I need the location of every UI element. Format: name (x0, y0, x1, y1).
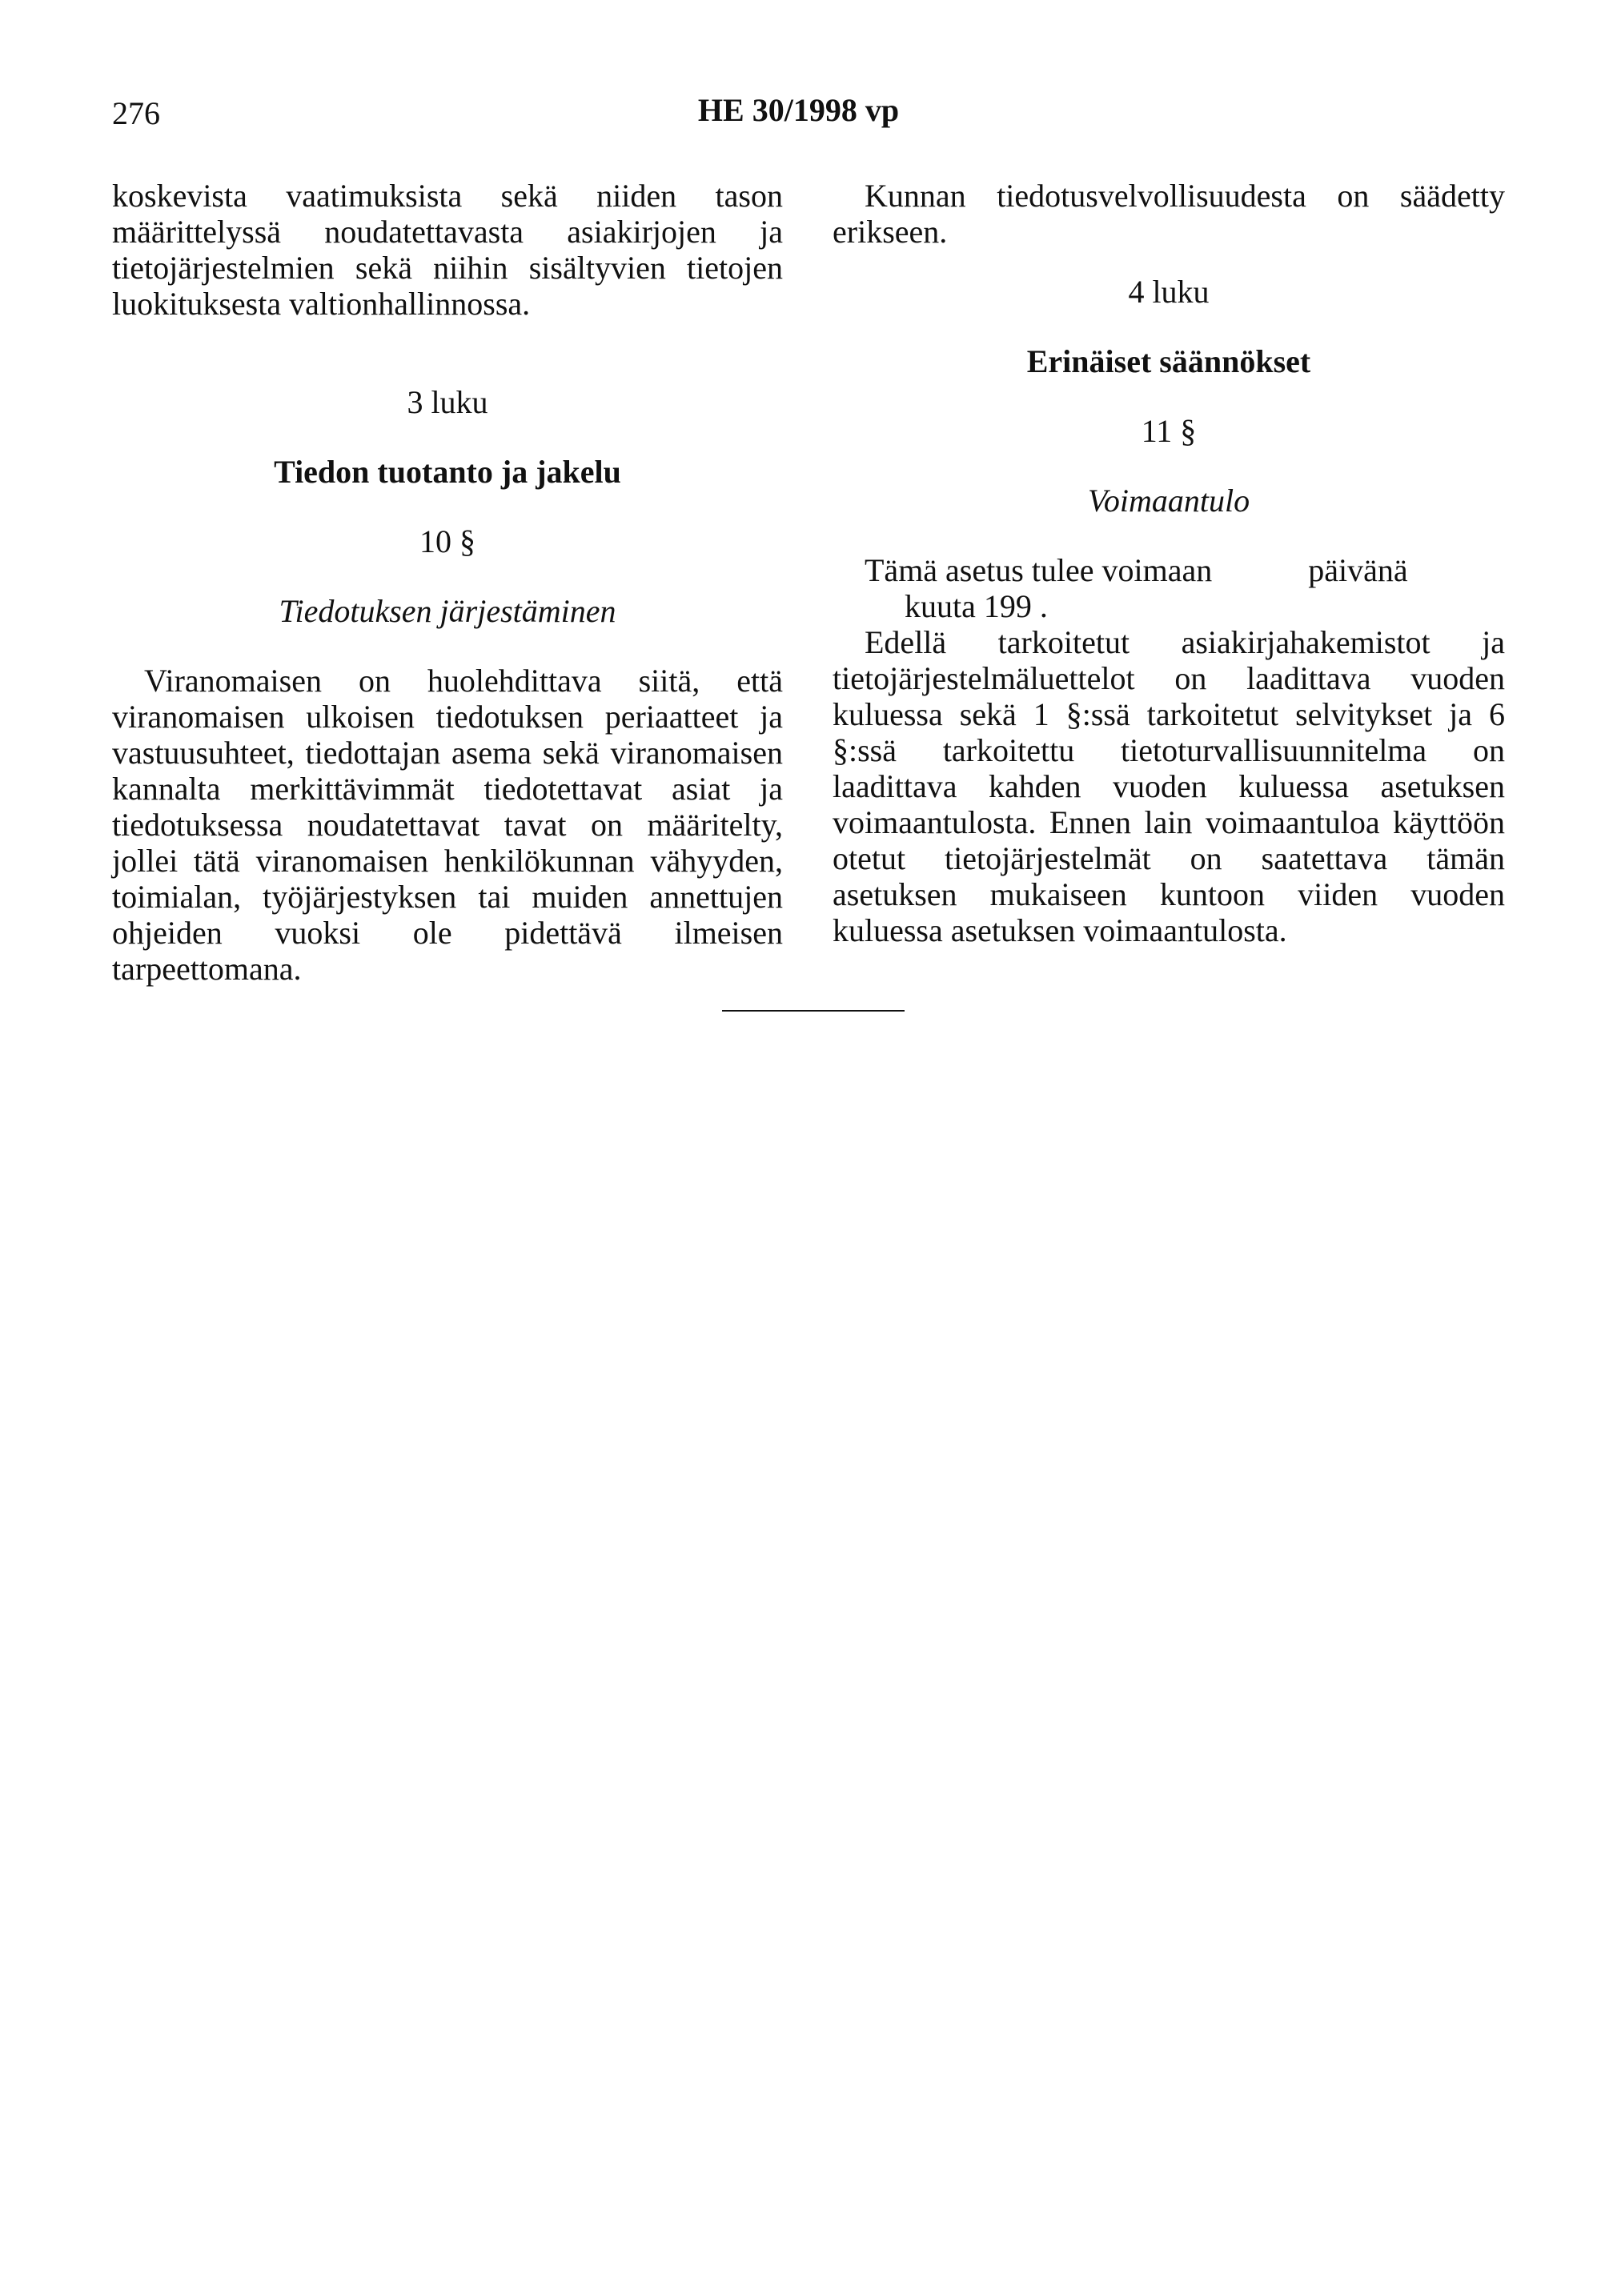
section-10-title: Tiedotuksen järjestäminen (279, 593, 616, 629)
section-10-paragraph: Viranomaisen on huolehdittava siitä, että viranomaisen ulkoisen tiedotuksen periaatteet ja vastuusuhteet, tiedottajan asema sekä viranomaisen kannalta merkittävimmät tiedotettavat asiat ja tiedotuksessa noudatettavat tavat on määritelty, jollei tätä viranomaisen henkilökunnan vähyyden, toimialan, työjärjestyksen tai muiden annettujen ohjeiden vuoksi ole pidettävä ilmeisen tarpeettomana. (112, 663, 783, 987)
chapter-3-title: Tiedon tuotanto ja jakelu (274, 454, 621, 490)
left-column (112, 178, 783, 987)
end-rule (722, 1010, 905, 1012)
effect-line-2: kuuta 199 . (905, 588, 1048, 624)
section-11-number: 11 § (1141, 413, 1197, 449)
right-continuation-paragraph: Kunnan tiedotusvelvollisuudesta on säädetty erikseen. (833, 178, 1505, 250)
section-11-title: Voimaantulo (1087, 483, 1250, 519)
effect-line-end: päivänä (1308, 552, 1408, 588)
transition-paragraph: Edellä tarkoitetut asiakirjahakemistot ja tietojärjestelmäluettelot on laadittava vuoden kuluessa sekä 1 §:ssä tarkoitetut selvitykset ja 6 §:ssä tarkoitettu tietoturvallisuunnitelma on laadittava kahden vuoden kuluessa asetuksen voimaantulosta. Ennen lain voimaantuloa käyttöön otetut tietojärjestelmät on saatettava tämän asetuksen mukaiseen kuntoon viiden vuoden kuluessa asetuksen voimaantulosta. (833, 624, 1505, 948)
chapter-3-number: 3 luku (407, 384, 488, 420)
chapter-4-number: 4 luku (1128, 274, 1210, 310)
page-number: 276 (112, 95, 160, 131)
left-continuation-paragraph: koskevista vaatimuksista sekä niiden tason määrittelyssä noudatettavasta asiakirjojen ja tietojärjestelmien sekä niihin sisältyvien tietojen luokituksesta valtionhallinnossa. (112, 178, 783, 322)
effect-line-start: Tämä asetus tulee voimaan (865, 552, 1213, 588)
right-column (833, 178, 1505, 948)
chapter-4-title: Erinäiset säännökset (1026, 343, 1311, 379)
running-head: HE 30/1998 vp (697, 92, 900, 128)
section-10-number: 10 § (419, 523, 475, 559)
effect-line (833, 552, 1505, 588)
